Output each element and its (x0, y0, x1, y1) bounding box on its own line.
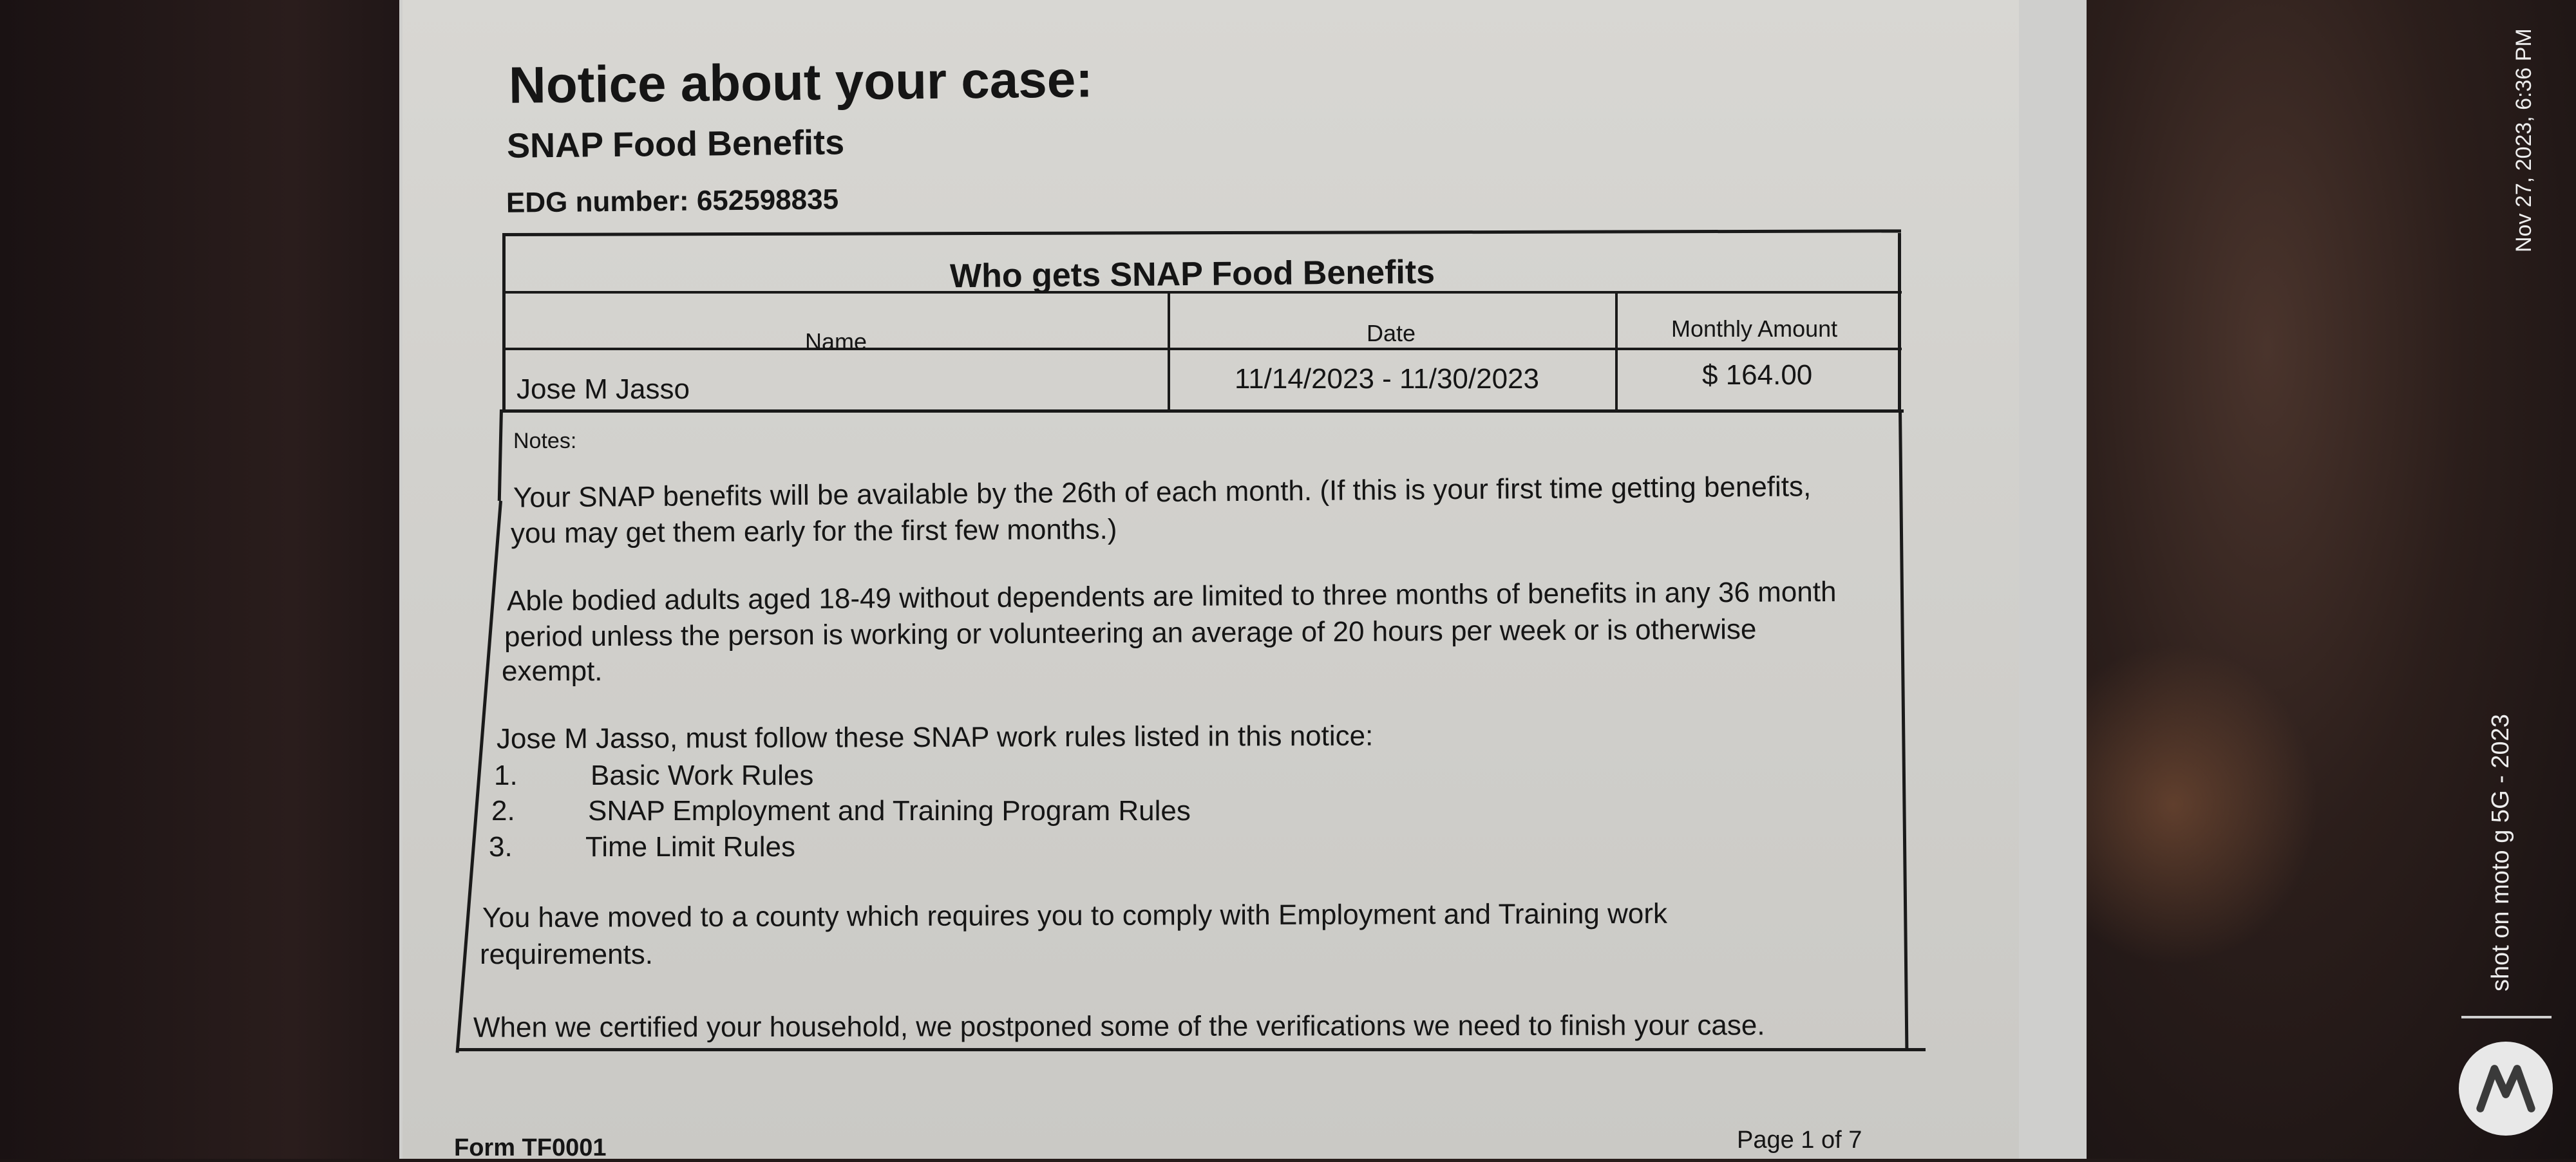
notes-para4-line1: You have moved to a county which requires you to comply with Employment and Training work (482, 897, 1668, 934)
table-column-divider-1 (1168, 291, 1170, 411)
form-code: Form TF0001 (454, 1134, 607, 1161)
table-bottom-border (502, 409, 1904, 413)
notes-right-border (1899, 409, 1908, 1051)
rule-2-number: 2. (491, 795, 515, 827)
column-name-header: Name (805, 328, 867, 355)
motorola-logo-glyph-icon (2470, 1053, 2541, 1124)
watermark-divider (2461, 1016, 2552, 1018)
table-heading: Who gets SNAP Food Benefits (949, 253, 1435, 295)
notice-title: Notice about your case: (508, 50, 1094, 114)
notes-label: Notes: (513, 429, 577, 453)
program-name: SNAP Food Benefits (506, 123, 845, 165)
column-amount-header: Monthly Amount (1671, 315, 1838, 342)
table-top-border (504, 229, 1901, 236)
notes-para1-line1: Your SNAP benefits will be available by the 26th of each month. (If this is your first time getting benefits, (513, 471, 1812, 514)
notes-para2-line1: Able bodied adults aged 18-49 without dependents are limited to three months of benefits in any 36 month (506, 576, 1837, 617)
edg-label: EDG number: (506, 185, 689, 219)
table-right-border (1898, 233, 1901, 412)
notes-bottom-border (456, 1048, 1926, 1051)
rule-1-number: 1. (494, 760, 518, 791)
notes-para2-line3: exempt. (502, 655, 603, 687)
column-date-header: Date (1367, 320, 1416, 346)
page-number: Page 1 of 7 (1737, 1127, 1862, 1154)
row-name: Jose M Jasso (516, 373, 690, 405)
table-column-divider-2 (1615, 291, 1618, 411)
row-amount: $ 164.00 (1702, 359, 1813, 391)
notes-left-border (498, 409, 503, 501)
rule-2-text: SNAP Employment and Training Program Rules (588, 795, 1191, 827)
notes-para2-line2: period unless the person is working or volunteering an average of 20 hours per week or is otherwise (504, 614, 1757, 653)
notes-para1-line2: you may get them early for the first few months.) (510, 513, 1117, 550)
row-date: 11/14/2023 - 11/30/2023 (1235, 363, 1539, 395)
motorola-logo-icon (2459, 1042, 2553, 1136)
rule-3-text: Time Limit Rules (585, 831, 795, 863)
photo-timestamp: Nov 27, 2023, 6:36 PM (2512, 28, 2536, 252)
rule-1-text: Basic Work Rules (591, 760, 814, 791)
notes-para4-line2: requirements. (480, 939, 654, 970)
edg-number: 652598835 (696, 183, 839, 217)
shot-on-watermark: shot on moto g 5G - 2023 (2487, 714, 2514, 991)
table-left-border (502, 233, 506, 412)
notes-para5: When we certified your household, we postponed some of the verifications we need to finish your case. (473, 1009, 1765, 1044)
rules-intro: Jose M Jasso, must follow these SNAP work rules listed in this notice: (496, 720, 1374, 755)
rule-3-number: 3. (489, 831, 513, 863)
edg-number-line (506, 183, 839, 219)
table-header-divider (504, 348, 1902, 350)
